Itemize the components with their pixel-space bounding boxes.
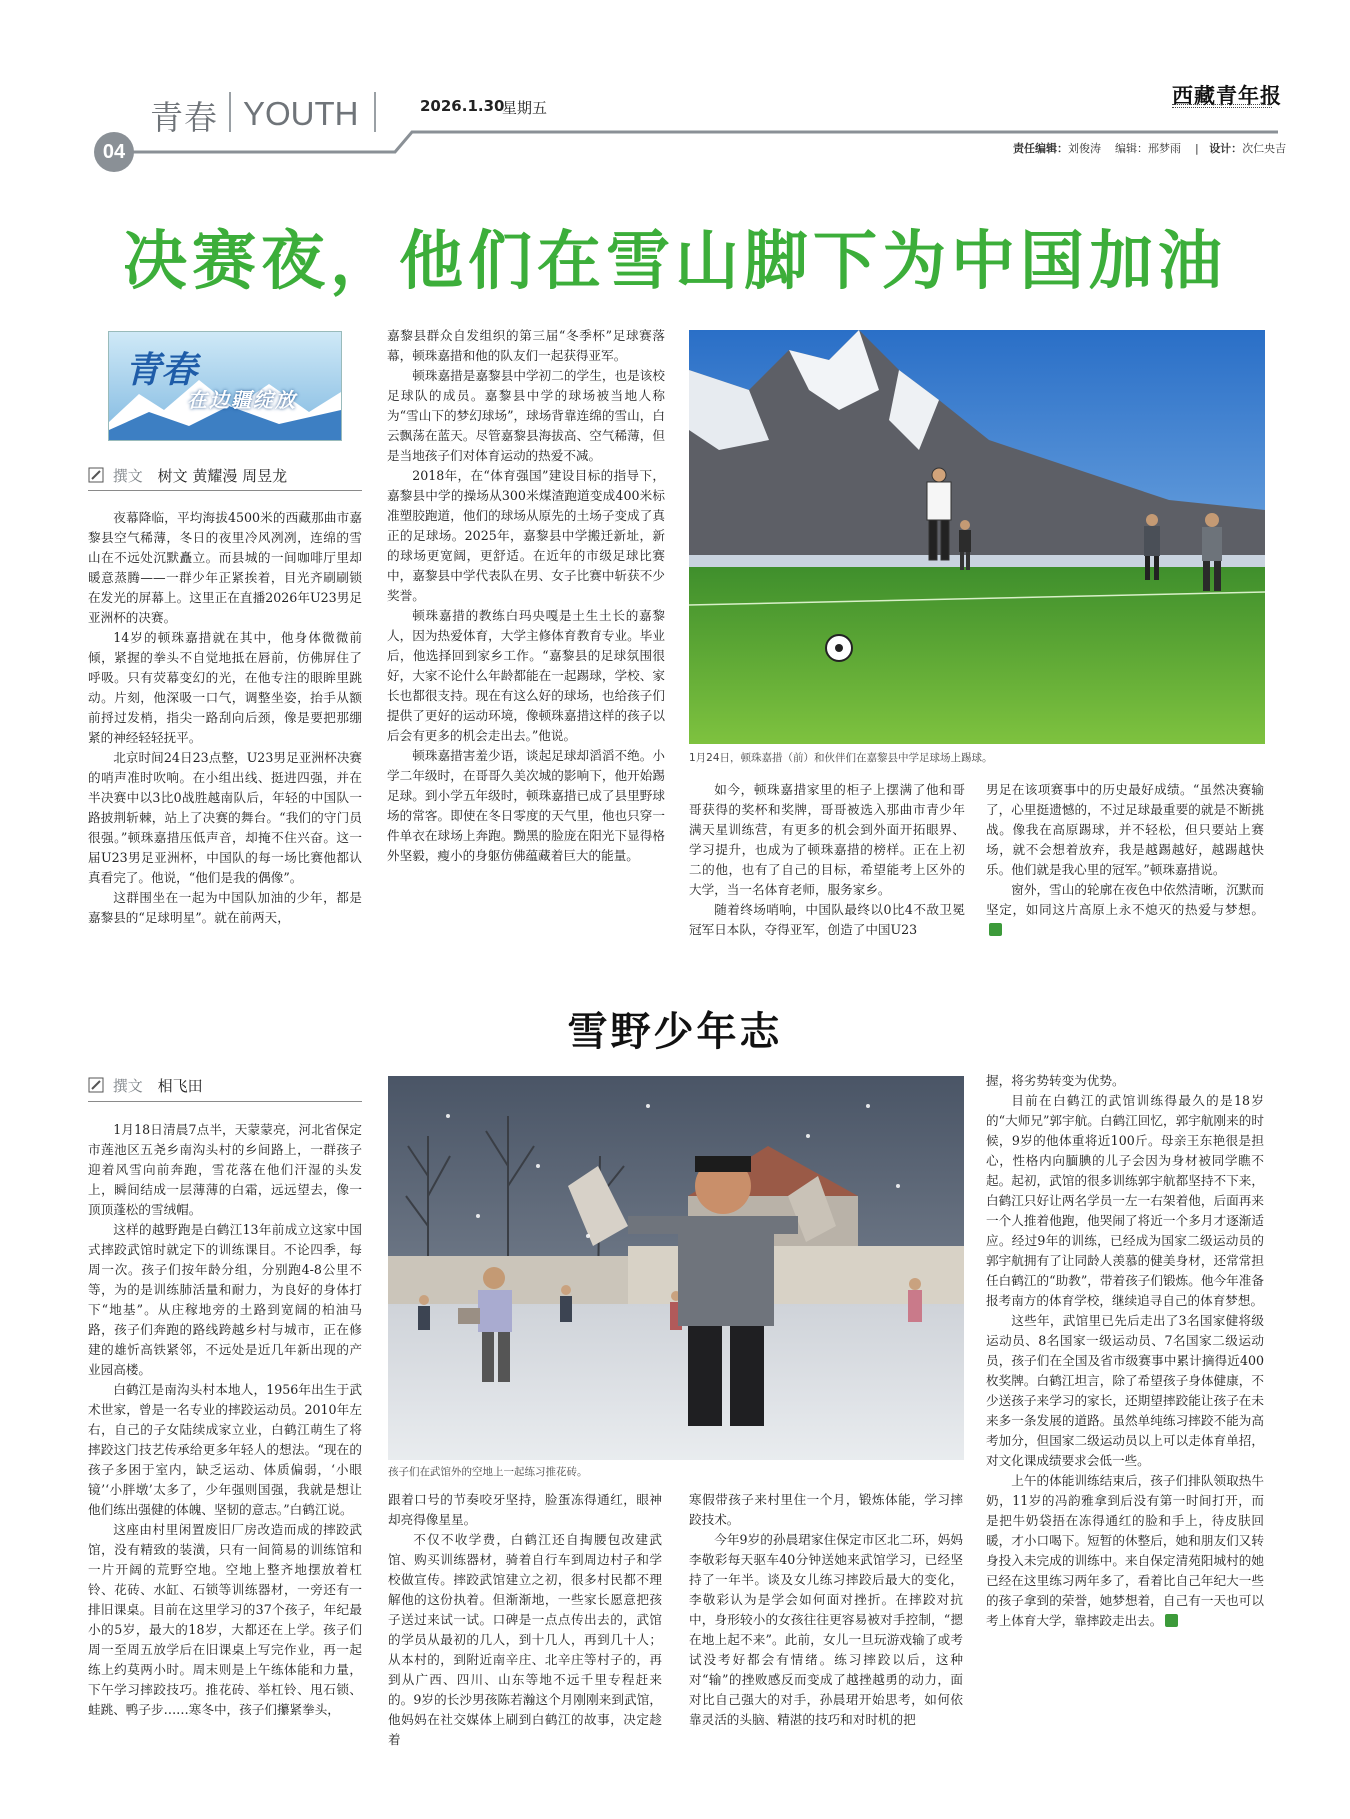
paragraph: 1月18日清晨7点半，天蒙蒙亮，河北省保定市莲池区五尧乡南沟头村的乡间路上，一群孩子迎着风雪向前奔跑，雪花落在他们汗湿的头发上，瞬间结成一层薄薄的白霜，远远望去，像一顶顶蓬松的雪绒帽。 [88,1122,362,1217]
chief-editor-name: 刘俊涛 [1068,142,1101,155]
paragraph: 顿珠嘉措害羞少语，谈起足球却滔滔不绝。小学二年级时，在哥哥久美次城的影响下，他开始踢足球。到小学五年级时，顿珠嘉措已成了县里野球场的常客。即使在冬日零度的天气里，他也只穿一件单衣在球场上奔跑。黝黑的脸庞在阳光下显得格外坚毅，瘦小的身躯仿佛蕴藏着巨大的能量。 [387,748,665,863]
paragraph: 北京时间24日23点整，U23男足亚洲杯决赛的哨声准时吹响。在小组出线、挺进四强，并在半决赛中以3比0战胜越南队后，年轻的中国队一路披荆斩棘，站上了决赛的舞台。“我们的守门员很强。”顿珠嘉措压低声音，却掩不住兴奋。这一届U23男足亚洲杯，中国队的每一场比赛他都认真看完了。他说，“他们是我的偶像”。 [88,750,362,885]
snow-training-photo-illustration [388,1076,964,1460]
article2-headline: 雪野少年志 [567,1009,783,1055]
paragraph: 跟着口号的节奏咬牙坚持，脸蛋冻得通红，眼神却亮得像星星。 [388,1492,662,1527]
paragraph: 这座由村里闲置废旧厂房改造而成的摔跤武馆，没有精致的装潢，只有一间简易的训练馆和一片开阔的荒野空地。空地上整齐地摆放着杠铃、花砖、水缸、石锁等训练器材，一旁还有一排旧课桌。目前在这里学习的37个孩子，年纪最小的5岁，最大的18岁，大都还在上学。孩子们周一至周五放学后在旧课桌上写完作业，再一起练上约莫两小时。周末则是上午练体能和力量，下午学习摔跤技巧。推花砖、举杠铃、甩石锁、蛙跳、鸭子步……寒冬中，孩子们攥紧拳头， [88,1522,362,1717]
editor-credits: 责任编辑：刘俊涛 编辑：邢梦雨 | 设计：次仁央吉 [1013,142,1287,155]
page-number-badge: 04 [94,132,134,172]
editor-name: 邢梦雨 [1148,142,1181,155]
photo-caption: 1月24日，顿珠嘉措（前）和伙伴们在嘉黎县中学足球场上踢球。 [689,752,993,764]
article1-column-1 [88,508,362,928]
article2-column-3 [689,1490,963,1730]
paragraph [986,1471,1264,1631]
paragraph: 14岁的顿珠嘉措就在其中，他身体微微前倾，紧握的拳头不自觉地抵在唇前，仿佛屏住了呼吸。只有荧幕变幻的光，在他专注的眼眸里跳动。片刻，他深吸一口气，调整坐姿，抬手从额前捋过发梢，指尖一路刮向后颈，像是要把那绷紧的神经轻轻抚平。 [88,630,362,745]
photo-football-field [689,330,1265,744]
byline-label: 撰文 [112,1077,143,1095]
section-title-cn: 青春 [150,98,218,137]
end-mark-icon [1165,1614,1178,1627]
banner-title: 青春 [125,349,198,391]
paragraph: 握，将劣势转变为优势。 [986,1073,1125,1088]
byline-label: 撰文 [112,467,143,485]
article2-column-1 [88,1120,362,1720]
paragraph: 不仅不收学费，白鹤江还自掏腰包改建武馆、购买训练器材，骑着自行车到周边村子和学校做宣传。摔跤武馆建立之初，很多村民都不理解他的这份执着。但渐渐地，一些家长愿意把孩子送过来试一试。口碑是一点点传出去的，武馆的学员从最初的几人，到十几人，再到几十人；从本村的，到附近南辛庄、北辛庄等村子的，再到从广西、四川、山东等地不远千里专程赶来的。9岁的长沙男孩陈若瀚这个月刚刚来到武馆，他妈妈在社交媒体上刷到白鹤江的故事，决定趁着 [388,1532,662,1747]
paragraph-text: 窗外，雪山的轮廓在夜色中依然清晰，沉默而坚定，如同这片高原上永不熄灭的热爱与梦想。 [986,882,1264,917]
pen-icon [88,1077,104,1093]
article1-byline [88,465,287,486]
paragraph: 2018年，在“体育强国”建设目标的指导下，嘉黎县中学的操场从300米煤渣跑道变成400米标准塑胶跑道，他们的球场从原先的土场子变成了真正的足球场。2025年，嘉黎县中学搬迁新址，新的球场更宽阔，更舒适。在近年的市级足球比赛中，嘉黎县中学代表队在男、女子比赛中斩获不少奖誉。 [387,468,665,603]
paragraph: 白鹤江是南沟头村本地人，1956年出生于武术世家，曾是一名专业的摔跤运动员。2010年左右，自己的子女陆续成家立业，白鹤江萌生了将摔跤这门技艺传承给更多年轻人的想法。“现在的孩子多困于室内，缺乏运动、体质偏弱，‘小眼镜’‘小胖墩’太多了，少年强则国强，我就是想让他们练出强健的体魄、坚韧的意志。”白鹤江说。 [88,1382,362,1517]
issue-date: 2026.1.30 [420,97,505,115]
photo-caption: 孩子们在武馆外的空地上一起练习推花砖。 [388,1466,588,1478]
paragraph: 男足在该项赛事中的历史最好成绩。“虽然决赛输了，心里挺遗憾的，不过足球最重要的就是不断挑战。像我在高原踢球，并不轻松，但只要站上赛场，就不会想着放弃，我是越踢越好，越踢越快乐。他们就是我心里的冠军。”顿珠嘉措说。 [986,782,1264,877]
paragraph-text: 上午的体能训练结束后，孩子们排队领取热牛奶，11岁的冯韵雅拿到后没有第一时间打开，而是把牛奶袋捂在冻得通红的脸和手上，待皮肤回暖，才小口喝下。短暂的休整后，她和朋友们又转身投入未完成的训练中。来自保定清苑阳城村的她已经在这里练习两年多了，看着比自己年纪大一些的孩子拿到的荣誉，她梦想着，自己有一天也可以考上体育大学，靠摔跤走出去。 [986,1473,1264,1628]
paragraph: 这样的越野跑是白鹤江13年前成立这家中国式摔跤武馆时就定下的训练课目。不论四季，每周一次。孩子们按年龄分组，分别跑4-8公里不等，为的是训练肺活量和耐力，为良好的身体打下“地基”。从庄稼地旁的土路到宽阔的柏油马路，孩子们奔跑的路线跨越乡村与城市，正在修建的雄忻高铁紧邻，不远处是近几年新出现的产业园高楼。 [88,1222,362,1377]
article1-column-2 [387,326,665,866]
article2-byline [88,1075,203,1096]
article2-column-4 [986,1071,1264,1631]
section-title-en: YOUTH [243,95,359,132]
byline-rule [88,490,362,491]
article1-column-3 [689,780,965,940]
paragraph: 今年9岁的孙晨珺家住保定市区北二环，妈妈李敬彩每天驱车40分钟送她来武馆学习，已经坚持了一年半。谈及女儿练习摔跤后最大的变化，李敬彩认为是学会如何面对挫折。在摔跤对抗中，身形较小的女孩往往更容易被对手控制，“摁在地上起不来”。此前，女儿一旦玩游戏输了或考试没考好都会有情绪。练习摔跤以后，这种对“输”的挫败感反而变成了越挫越勇的动力，面对比自己强大的对手，孙晨珺开始思考，如何依靠灵活的头脑、精湛的技巧和对时机的把 [689,1532,963,1727]
column-banner [108,331,342,441]
article2-column-2 [388,1490,662,1750]
photo-snow-training [388,1076,964,1460]
paragraph: 顿珠嘉措的教练白玛央嘎是土生土长的嘉黎人，因为热爱体育，大学主修体育教育专业。毕业后，他选择回到家乡工作。“嘉黎县的足球氛围很好，大家不论什么年龄都能在一起踢球，学校、家长也都很支持。现在有这么好的球场，也给孩子们提供了更好的运动环境，像顿珠嘉措这样的孩子以后会有更多的机会走出去。”他说。 [387,608,665,743]
banner-subtitle: 在边疆绽放 [187,388,297,412]
paragraph: 这群围坐在一起为中国队加油的少年，都是嘉黎县的“足球明星”。就在前两天， [88,890,362,925]
paragraph: 如今，顿珠嘉措家里的柜子上摆满了他和哥哥获得的奖杯和奖牌，哥哥被选入那曲市青少年满天星训练营，有更多的机会到外面开拓眼界、学习提升，也成为了顿珠嘉措的榜样。正在上初二的他，也有了自己的目标，希望能考上区外的大学，当一名体育老师，服务家乡。 [689,782,965,897]
designer-label: 设计： [1209,142,1243,155]
byline-authors: 相飞田 [157,1077,203,1095]
paragraph: 嘉黎县群众自发组织的第三届“冬季杯”足球赛落幕，顿珠嘉措和他的队友们一起获得亚军。 [387,328,665,363]
paragraph: 随着终场哨响，中国队最终以0比4不敌卫冕冠军日本队，夺得亚军，创造了中国U23 [689,902,965,937]
paragraph: 寒假带孩子来村里住一个月，锻炼体能，学习摔跤技术。 [689,1492,963,1527]
designer-name: 次仁央吉 [1242,142,1287,155]
end-mark-icon [989,923,1002,936]
paragraph [986,880,1264,940]
editor-label: 编辑： [1115,142,1148,155]
paragraph: 目前在白鹤江的武馆训练得最久的是18岁的“大师兄”郭宇航。白鹤江回忆，郭宇航刚来的时候，9岁的他体重将近100斤。母亲王东艳很是担心，性格内向腼腆的儿子会因为身材被同学瞧不起。起初，武馆的很多训练郭宇航都坚持不下来，白鹤江只好让两名学员一左一右架着他，后面再来一个人推着他跑，他哭闹了将近一个多月才逐渐适应。经过9年的训练，已经成为国家二级运动员的郭宇航拥有了让同龄人羡慕的健美身材，还常常担任白鹤江的“助教”，带着孩子们锻炼。他今年准备报考南方的体育学校，继续追寻自己的体育梦想。 [986,1093,1264,1308]
paragraph: 夜幕降临，平均海拔4500米的西藏那曲市嘉黎县空气稀薄，冬日的夜里冷风冽冽，连绵的雪山在不远处沉默矗立。而县城的一间咖啡厅里却暖意蒸腾——一群少年正紧挨着，目光齐刷刷锁在发光的屏幕上。这里正在直播2026年U23男足亚洲杯的决赛。 [88,510,362,625]
paragraph: 这些年，武馆里已先后走出了3名国家健将级运动员、8名国家一级运动员、7名国家二级运动员，孩子们在全国及省市级赛事中累计摘得近400枚奖牌。白鹤江坦言，除了希望孩子身体健康，不少送孩子来学习的家长，还期望摔跤能让孩子在未来多一条发展的道路。虽然单纯练习摔跤不能为高考加分，但国家二级运动员以上可以走体育单招，对文化课成绩要求会低一些。 [986,1313,1264,1468]
byline-authors: 树文 黄耀漫 周昱龙 [157,467,288,485]
paragraph: 顿珠嘉措是嘉黎县中学初二的学生，也是该校足球队的成员。嘉黎县中学的球场被当地人称为“雪山下的梦幻球场”，球场背靠连绵的雪山，白云飘荡在蓝天。尽管嘉黎县海拔高、空气稀薄，但是当地孩子们对体育运动的热爱不减。 [387,368,665,463]
pen-icon [88,467,104,483]
article1-column-4 [986,780,1264,940]
article1-headline: 决赛夜，他们在雪山脚下为中国加油 [123,225,1227,299]
chief-editor-label: 责任编辑： [1013,142,1068,155]
issue-weekday: 星期五 [502,99,548,117]
football-photo-illustration [689,330,1265,744]
masthead-logo: 西藏青年报 [1172,83,1282,108]
byline-rule [88,1101,362,1102]
